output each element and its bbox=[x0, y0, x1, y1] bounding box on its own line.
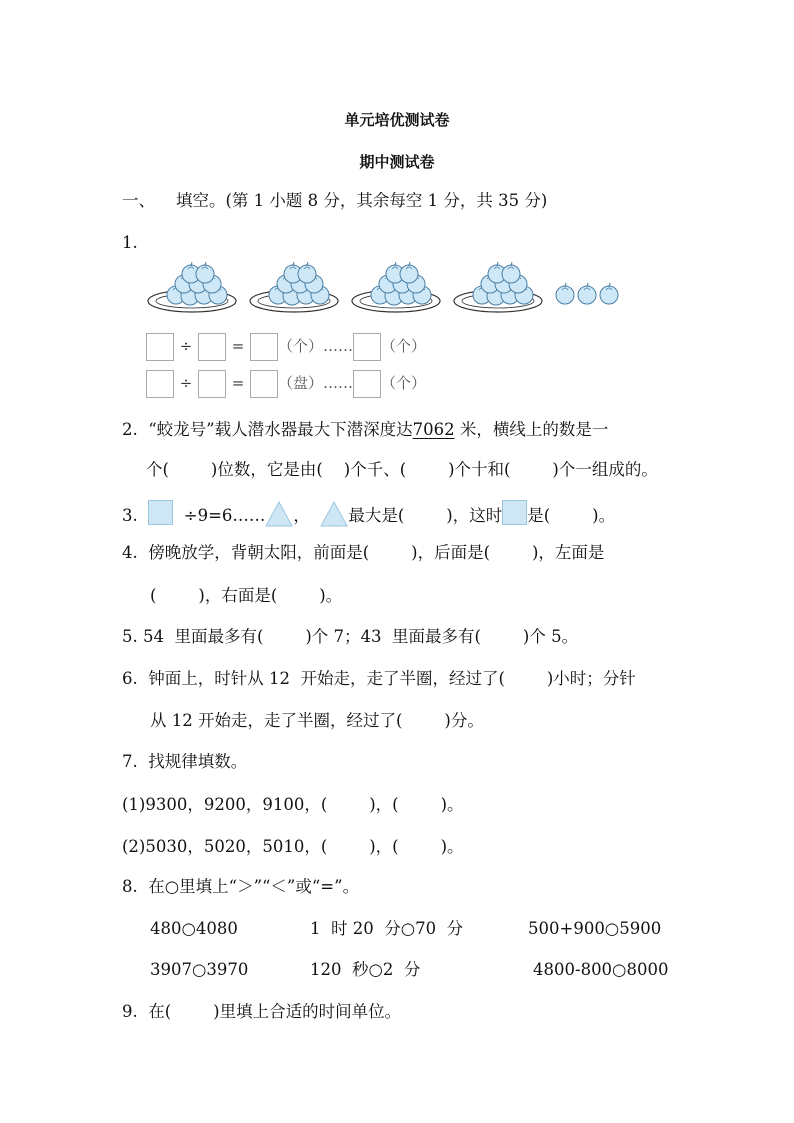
question-text: 是( )。 bbox=[527, 506, 616, 525]
answer-box[interactable] bbox=[146, 333, 174, 361]
equation-row-2 bbox=[146, 370, 426, 398]
unit-label: （个）…… bbox=[278, 337, 354, 355]
triangle-icon bbox=[265, 501, 293, 527]
unit-label: （个） bbox=[381, 374, 427, 392]
question-4-line-1: 4. 傍晚放学，背朝太阳，前面是( )，后面是( )，左面是 bbox=[122, 543, 605, 562]
question-3 bbox=[122, 500, 615, 527]
question-5: 5. 54 里面最多有( )个 7；43 里面最多有( )个 5。 bbox=[122, 627, 579, 646]
question-text: 米，横线上的数是一 bbox=[459, 420, 609, 439]
question-1-number: 1. bbox=[122, 233, 138, 252]
equals-sign: = bbox=[231, 374, 245, 392]
section-number: 一、 bbox=[122, 191, 155, 210]
divide-sign: ÷ bbox=[179, 374, 193, 392]
exam-title: 期中测试卷 bbox=[359, 153, 435, 171]
apple-plate-icon bbox=[148, 262, 236, 312]
comparison-item: 500+900○5900 bbox=[528, 919, 662, 938]
apple-plate-icon bbox=[454, 262, 542, 312]
answer-box[interactable] bbox=[353, 333, 381, 361]
question-9: 9. 在( )里填上合适的时间单位。 bbox=[122, 1002, 402, 1021]
question-4-line-2: ( )，右面是( )。 bbox=[150, 586, 343, 605]
triangle-icon bbox=[320, 501, 348, 527]
question-8-title: 8. 在○里填上“＞”“＜”或“=”。 bbox=[122, 877, 360, 896]
section-1-heading bbox=[122, 193, 547, 210]
square-icon bbox=[502, 500, 527, 525]
apple-icon bbox=[556, 283, 574, 304]
apple-icon bbox=[600, 283, 618, 304]
comparison-item: 1 时 20 分○70 分 bbox=[310, 919, 464, 938]
answer-box[interactable] bbox=[146, 370, 174, 398]
comparison-item: 480○4080 bbox=[150, 919, 238, 938]
underlined-number: 7062 bbox=[412, 420, 455, 439]
unit-label: （盘）…… bbox=[278, 374, 354, 392]
question-7-sequence-1: (1)9300，9200，9100，( )，( )。 bbox=[122, 795, 464, 814]
answer-box[interactable] bbox=[198, 370, 226, 398]
answer-box[interactable] bbox=[198, 333, 226, 361]
unit-title: 单元培优测试卷 bbox=[344, 111, 450, 129]
comparison-item: 3907○3970 bbox=[150, 960, 249, 979]
question-7-sequence-2: (2)5030，5020，5010，( )，( )。 bbox=[122, 837, 464, 856]
question-text: ÷9=6…… bbox=[183, 506, 266, 525]
question-2-line-1 bbox=[122, 422, 608, 439]
question-number: 3. bbox=[122, 506, 138, 525]
question-text: ， bbox=[293, 506, 310, 525]
square-icon bbox=[148, 500, 173, 525]
equation-row-1 bbox=[146, 333, 426, 361]
question-2-line-2: 个( )位数，它是由( )个千、( )个十和( )个一组成的。 bbox=[146, 460, 658, 479]
answer-box[interactable] bbox=[250, 370, 278, 398]
apple-plate-icon bbox=[250, 262, 338, 312]
comparison-item: 4800-800○8000 bbox=[533, 960, 669, 979]
apple-icon bbox=[578, 283, 596, 304]
divide-sign: ÷ bbox=[179, 337, 193, 355]
question-text: 最大是( )，这时 bbox=[348, 506, 503, 525]
question-number: 2. bbox=[122, 420, 138, 439]
equals-sign: = bbox=[231, 337, 245, 355]
question-6-line-2: 从 12 开始走，走了半圈，经过了( )分。 bbox=[150, 711, 484, 730]
question-text: “蛟龙号”载人潜水器最大下潜深度达 bbox=[148, 420, 413, 439]
question-6-line-1: 6. 钟面上，时针从 12 开始走，走了半圈，经过了( )小时；分针 bbox=[122, 669, 636, 688]
comparison-item: 120 秒○2 分 bbox=[310, 960, 421, 979]
unit-label: （个） bbox=[381, 337, 427, 355]
apple-plate-icon bbox=[352, 262, 440, 312]
apple-plates-illustration bbox=[140, 262, 630, 324]
answer-box[interactable] bbox=[353, 370, 381, 398]
question-7-title: 7. 找规律填数。 bbox=[122, 752, 248, 771]
section-instruction: 填空。(第 1 小题 8 分，其余每空 1 分，共 35 分) bbox=[175, 191, 548, 210]
answer-box[interactable] bbox=[250, 333, 278, 361]
